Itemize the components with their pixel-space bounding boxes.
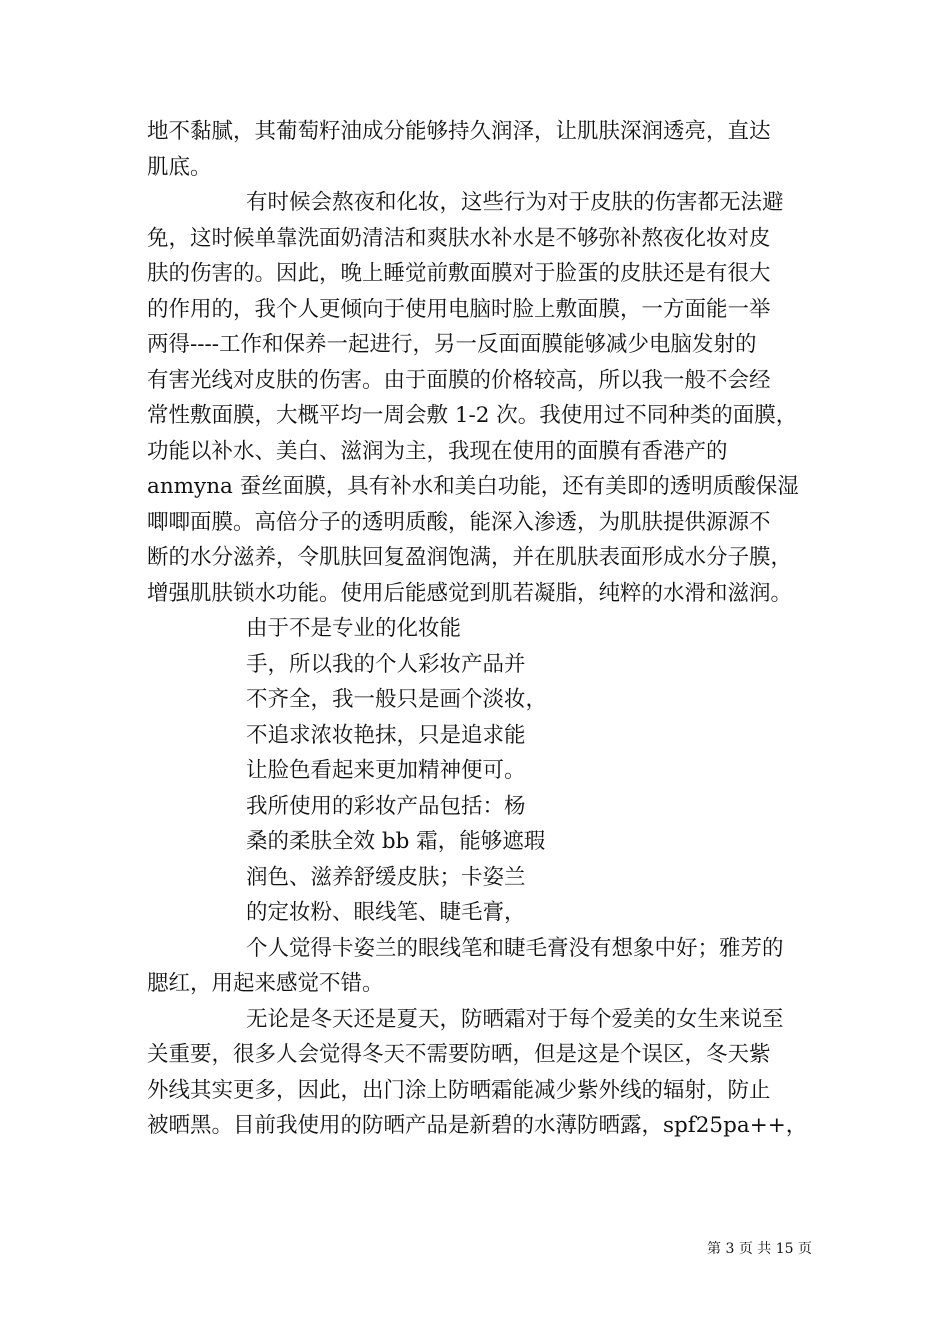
text-line: 外线其实更多，因此，出门涂上防晒霜能减少紫外线的辐射，防止: [147, 1077, 771, 1103]
text-line: 有害光线对皮肤的伤害。由于面膜的价格较高，所以我一般不会经: [147, 367, 771, 393]
text-line: 免，这时候单靠洗面奶清洁和爽肤水补水是不够弥补熬夜化妆对皮: [147, 225, 771, 251]
text-line: 让脸色看起来更加精神便可。: [246, 758, 526, 783]
text-line: 无论是冬天还是夏天，防晒霜对于每个爱美的女生来说至: [246, 1006, 784, 1032]
text-line: 桑的柔肤全效 bb 霜，能够遮瑕: [246, 829, 546, 854]
text-line: 肤的伤害的。因此，晚上睡觉前敷面膜对于脸蛋的皮肤还是有很大: [147, 261, 771, 286]
text-line: 地不黏腻，其葡萄籽油成分能够持久润泽，让肌肤深润透亮，直达: [147, 119, 771, 144]
text-line: 的作用的，我个人更倾向于使用电脑时脸上敷面膜，一方面能一举: [147, 296, 771, 322]
text-line: 由于不是专业的化妆能: [246, 616, 462, 641]
text-line: 唧唧面膜。高倍分子的透明质酸，能深入渗透，为肌肤提供源源不: [147, 509, 771, 535]
text-line: 关重要，很多人会觉得冬天不需要防晒，但是这是个误区，冬天紫: [147, 1042, 771, 1067]
body-text: [147, 114, 812, 1144]
text-line: 个人觉得卡姿兰的眼线笔和睫毛膏没有想象中好；雅芳的: [246, 935, 784, 961]
text-line: 不齐全，我一般只是画个淡妆，: [246, 687, 548, 712]
text-line: 有时候会熬夜和化妆，这些行为对于皮肤的伤害都无法避: [246, 190, 784, 215]
text-line: 断的水分滋养，令肌肤回复盈润饱满，并在肌肤表面形成水分子膜，: [147, 545, 793, 570]
text-line: 手，所以我的个人彩妆产品并: [246, 651, 526, 677]
text-line: 功能以补水、美白、滋润为主，我现在使用的面膜有香港产的: [147, 438, 728, 464]
text-line: 被晒黑。目前我使用的防晒产品是新碧的水薄防晒露，spf25pa++，: [147, 1113, 808, 1138]
text-line: 润色、滋养舒缓皮肤；卡姿兰: [246, 864, 526, 890]
text-line: 我所使用的彩妆产品包括：杨: [246, 793, 526, 819]
text-line: 两得----工作和保养一起进行，另一反面面膜能够减少电脑发射的: [147, 332, 757, 357]
text-line: 肌底。: [147, 154, 212, 180]
text-line: 腮红，用起来感觉不错。: [147, 971, 384, 996]
page-number: 第 3 页 共 15 页: [707, 1241, 812, 1257]
text-line: 的定妆粉、眼线笔、睫毛膏，: [246, 900, 526, 925]
text-line: 增强肌肤锁水功能。使用后能感觉到肌若凝脂，纯粹的水滑和滋润。: [147, 580, 793, 606]
text-line: 不追求浓妆艳抹，只是追求能: [246, 722, 526, 748]
text-line: 常性敷面膜，大概平均一周会敷 1-2 次。我使用过不同种类的面膜，: [147, 403, 798, 428]
text-line: anmyna 蚕丝面膜，具有补水和美白功能，还有美即的透明质酸保湿: [147, 474, 799, 499]
